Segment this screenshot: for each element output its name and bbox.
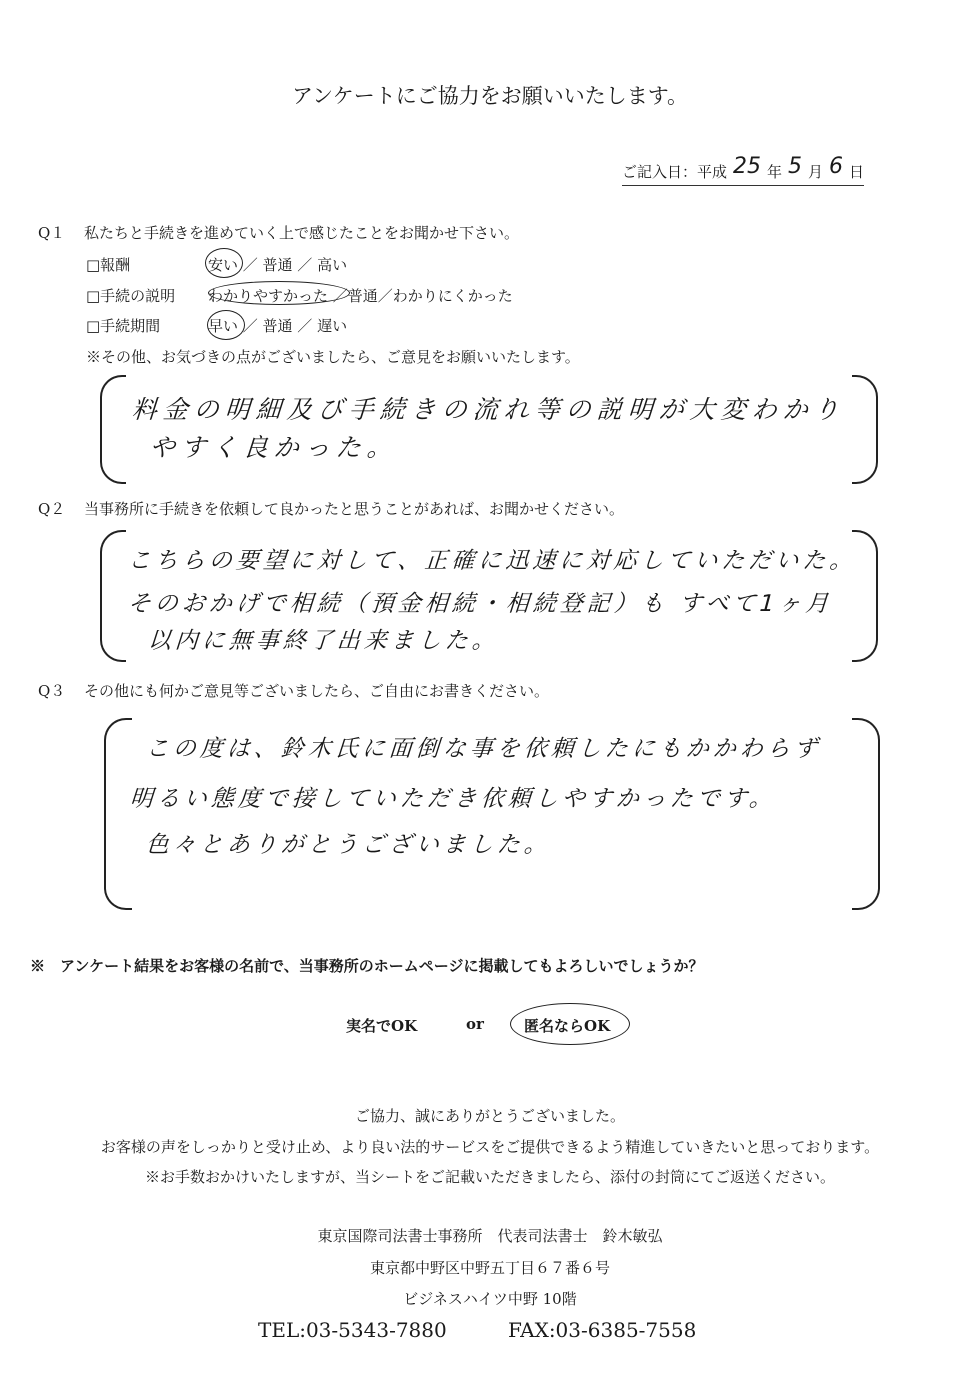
q3-answer-line-1: この度は、鈴木氏に面倒な事を依頼したにもかかわらず	[144, 736, 822, 762]
q3-answer-bracket-left	[104, 718, 132, 910]
q2-answer-line-2: そのおかげで相続（預金相続・相続登記）も すべて1ヶ月	[126, 591, 834, 617]
q1-item-explanation-options: わかりやすかった ／普通／わかりにくかった	[208, 287, 513, 305]
consent-or: or	[466, 1015, 484, 1033]
office-address: 東京都中野区中野五丁目６７番６号	[369, 1259, 610, 1277]
office-fax: FAX:03-6385-7558	[508, 1318, 697, 1342]
q1-answer-line-1: 料金の明細及び手続きの流れ等の説明が大変わかり	[130, 395, 846, 424]
q2-answer-bracket-left	[100, 530, 126, 662]
q1-item-explanation-label: □手続の説明	[86, 287, 176, 305]
q1-number: Q１	[38, 224, 66, 242]
q2-answer-line-3: 以内に無事終了出来ました。	[146, 628, 500, 654]
closing-message: お客様の声をしっかりと受け止め、より良い法的サービスをご提供できるよう精進していきたいと思っております。	[100, 1138, 880, 1156]
q3-answer-line-3: 色々とありがとうございました。	[144, 832, 552, 858]
entry-date	[622, 154, 865, 186]
q1-question: 私たちと手続きを進めていく上で感じたことをお聞かせ下さい。	[84, 224, 520, 242]
date-day-unit: 日	[849, 163, 865, 181]
circle-mark-period	[207, 310, 245, 340]
q1-item-fee-label: □報酬	[86, 256, 131, 274]
date-month: 5	[788, 154, 803, 179]
q1-answer-bracket-left	[100, 375, 126, 484]
q3-answer-bracket-right	[852, 718, 880, 910]
q1-item-period-label: □手続期間	[86, 317, 161, 335]
circle-mark-anonymous	[510, 1003, 630, 1045]
date-year: 25	[733, 154, 762, 179]
office-building: ビジネスハイツ中野 10階	[403, 1290, 577, 1308]
office-name: 東京国際司法書士事務所 代表司法書士 鈴木敏弘	[317, 1227, 663, 1245]
q3-answer-line-2: 明るい態度で接していただき依頼しやすかったです。	[128, 786, 777, 812]
circle-mark-fee	[205, 248, 243, 278]
date-month-unit: 月	[808, 163, 824, 181]
page-title: アンケートにご協力をお願いいたします。	[291, 84, 689, 108]
date-prefix: ご記入日：平成	[622, 163, 728, 181]
q1-answer-line-2: やすく良かった。	[148, 433, 399, 462]
closing-thanks: ご協力、誠にありがとうございました。	[354, 1107, 625, 1125]
q3-question: その他にも何かご意見等ございましたら、ご自由にお書きください。	[84, 682, 550, 700]
office-tel: TEL:03-5343-7880	[258, 1318, 447, 1342]
q1-answer-bracket-right	[852, 375, 878, 484]
q2-question: 当事務所に手続きを依頼して良かったと思うことがあれば、お聞かせください。	[84, 500, 625, 518]
q1-item-fee-options: 安い ／ 普通 ／ 高い	[208, 256, 348, 274]
q3-number: Q３	[38, 682, 66, 700]
date-year-unit: 年	[767, 163, 783, 181]
q1-item-period-options: 早い ／ 普通 ／ 遅い	[208, 317, 348, 335]
consent-option-anonymous: 匿名ならOK	[524, 1017, 611, 1035]
closing-return-note: ※お手数おかけいたしますが、当シートをご記載いただきましたら、添付の封筒にてご返送ください。	[144, 1168, 835, 1186]
circle-mark-explanation	[208, 281, 350, 305]
q2-answer-line-1: こちらの要望に対して、正確に迅速に対応していただいた。	[126, 548, 858, 574]
q2-number: Q２	[38, 500, 66, 518]
consent-option-real-name: 実名でOK	[346, 1017, 418, 1035]
consent-question: ※ アンケート結果をお客様の名前で、当事務所のホームページに掲載してもよろしいでしょうか？	[30, 957, 704, 975]
date-day: 6	[829, 154, 844, 179]
q1-note: ※その他、お気づきの点がございましたら、ご意見をお願いいたします。	[86, 348, 580, 366]
